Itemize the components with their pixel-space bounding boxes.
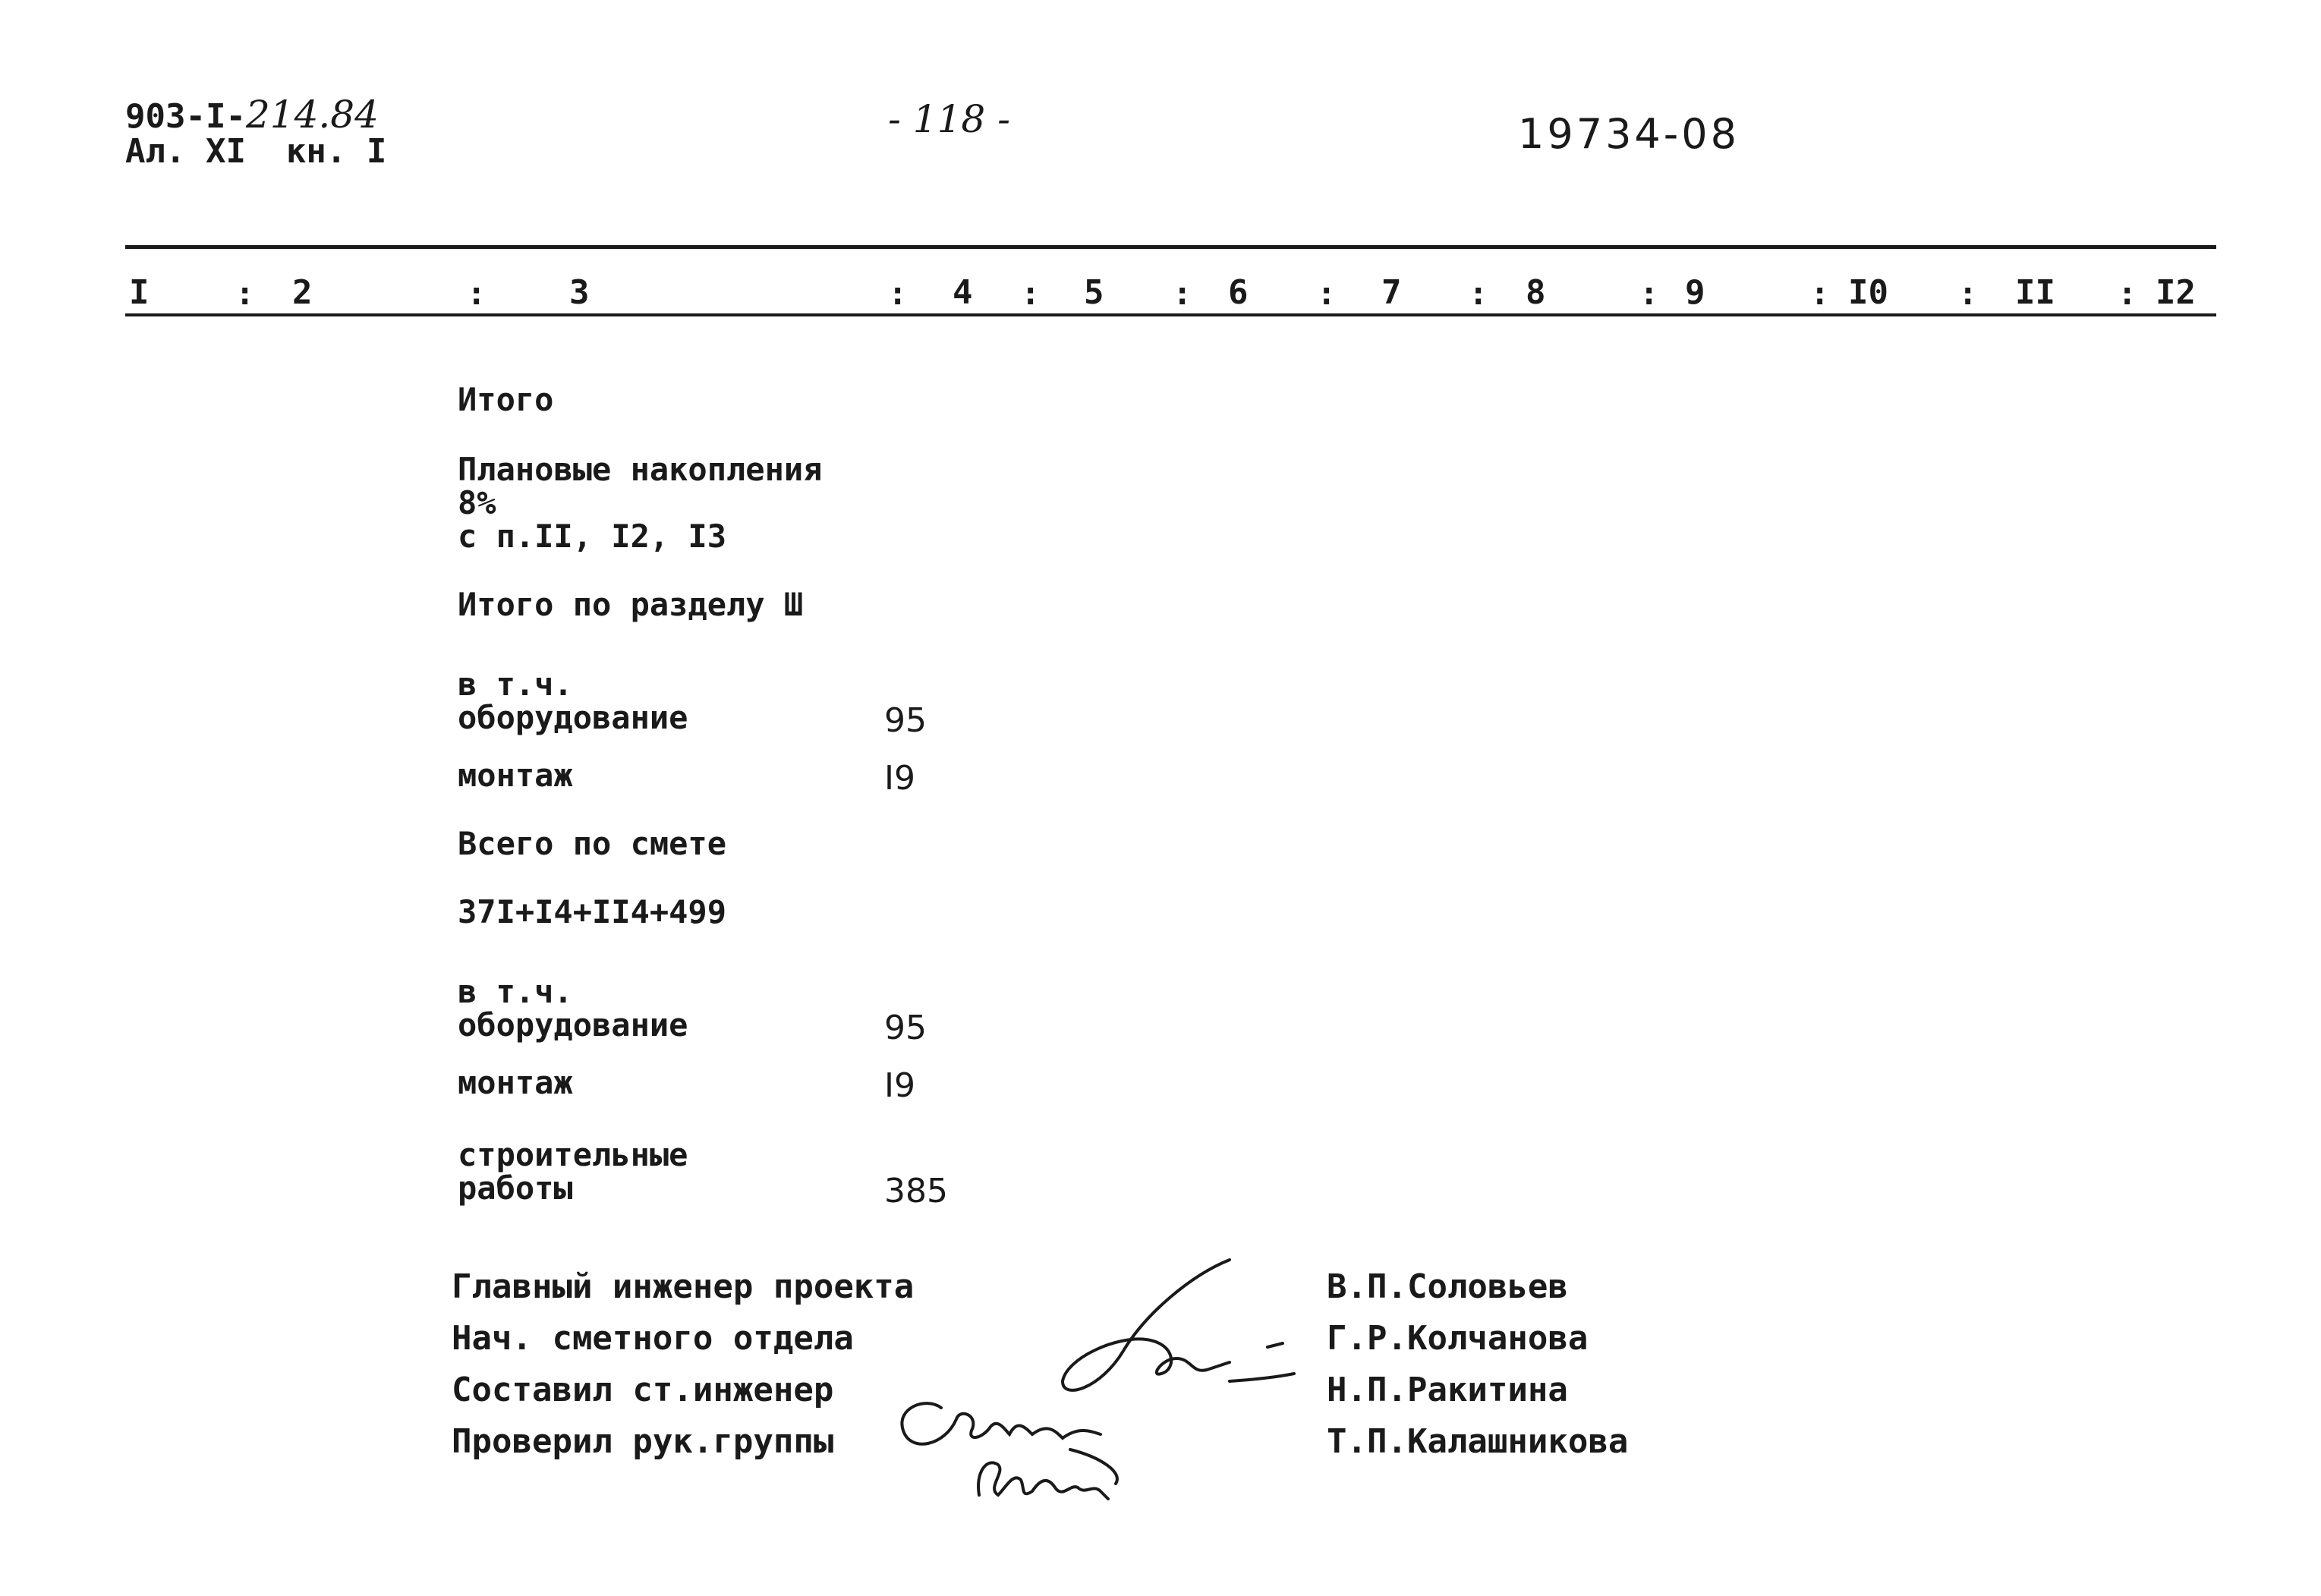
column-number: I0: [1848, 273, 1888, 312]
column-number: 6: [1228, 273, 1249, 312]
code-handwritten: 214.84: [245, 93, 379, 137]
handwritten-signatures: [873, 1245, 1328, 1518]
line-label: 37I+I4+II4+499: [458, 893, 727, 930]
signatory-name: Г.Р.Колчанова: [1327, 1319, 1589, 1358]
signatory-role: Главный инженер проекта: [452, 1267, 915, 1306]
column-number: II: [2015, 273, 2055, 312]
line-label: Итого по разделу Ш: [458, 586, 804, 623]
column-number: 5: [1084, 273, 1104, 312]
signature-2: [902, 1403, 1117, 1484]
page-number: - 118 -: [888, 97, 1011, 141]
line-label: Плановые накопления 8%: [458, 451, 823, 521]
code-prefix: 903-I-: [125, 97, 246, 136]
table-top-rule: [125, 245, 2216, 249]
column-number: 4: [953, 273, 973, 312]
line-value: 95: [884, 701, 927, 740]
line-label: в т.ч. оборудование: [458, 666, 688, 736]
signatory-role: Нач. сметного отдела: [452, 1319, 854, 1358]
line-value: I9: [884, 1066, 915, 1105]
column-separator: :: [1639, 275, 1659, 312]
column-separator: :: [1469, 275, 1488, 312]
table-header-rule: [125, 313, 2216, 316]
signature-1: [1063, 1260, 1294, 1390]
column-number: I: [129, 273, 150, 312]
line-label: в т.ч. оборудование: [458, 973, 688, 1044]
column-number: 8: [1526, 273, 1546, 312]
document-number: 19734-08: [1518, 110, 1740, 158]
column-separator: :: [1810, 275, 1830, 312]
line-value: I9: [884, 759, 915, 798]
column-separator: :: [467, 275, 487, 312]
signatory-role: Составил ст.инженер: [452, 1371, 834, 1409]
line-label: Всего по смете: [458, 825, 727, 862]
line-label: монтаж: [458, 1064, 573, 1101]
column-number: 9: [1685, 273, 1705, 312]
column-separator: :: [1173, 275, 1192, 312]
line-value: 385: [884, 1172, 948, 1210]
line-label: строительные работы: [458, 1136, 688, 1207]
column-number: 3: [569, 273, 590, 312]
album-line: Ал. XI кн. I: [125, 132, 387, 171]
document-code: [125, 93, 387, 171]
column-separator: :: [235, 275, 255, 312]
column-separator: :: [1317, 275, 1337, 312]
line-label: Итого: [458, 381, 554, 418]
column-separator: :: [1021, 275, 1041, 312]
line-label: монтаж: [458, 757, 573, 794]
signatory-name: Н.П.Ракитина: [1327, 1371, 1568, 1409]
signatory-name: В.П.Соловьев: [1327, 1267, 1568, 1306]
column-separator: :: [888, 275, 908, 312]
column-number: I2: [2156, 273, 2196, 312]
signature-3: [978, 1462, 1108, 1499]
column-number: 7: [1381, 273, 1402, 312]
column-separator: :: [1958, 275, 1978, 312]
signatory-role: Проверил рук.группы: [452, 1422, 834, 1461]
column-separator: :: [2118, 275, 2137, 312]
signatory-name: Т.П.Калашникова: [1327, 1422, 1629, 1461]
line-label: с п.II, I2, I3: [458, 518, 727, 555]
line-value: 95: [884, 1009, 927, 1047]
column-number: 2: [292, 273, 313, 312]
